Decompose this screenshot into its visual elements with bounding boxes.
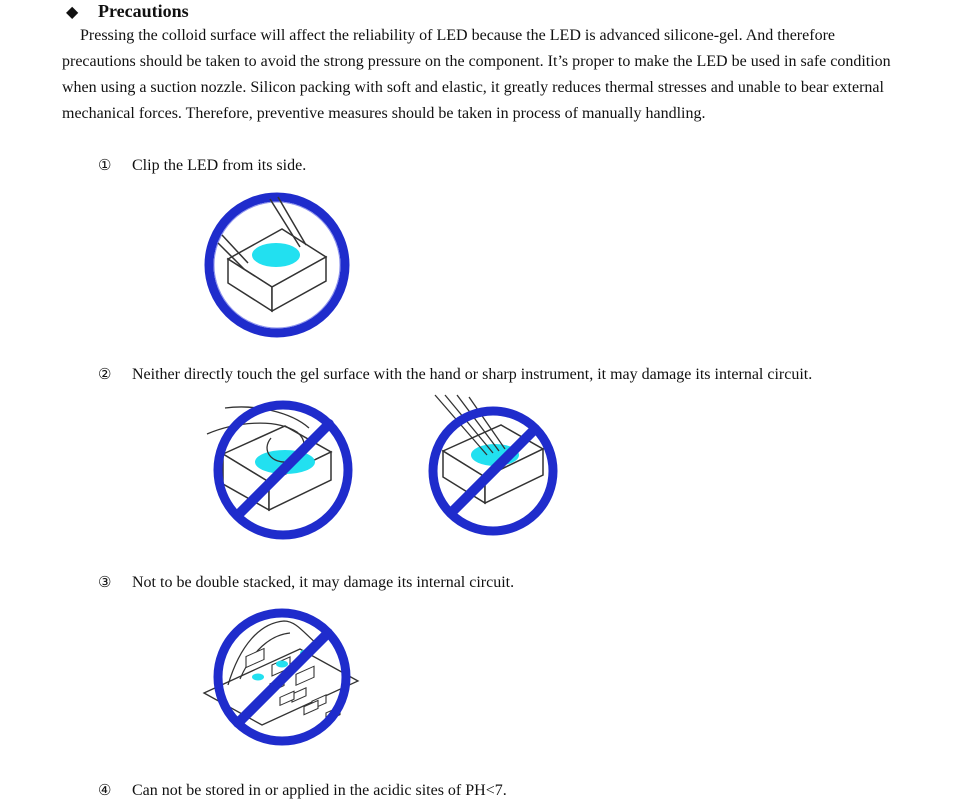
diamond-bullet-icon: ◆ xyxy=(66,4,79,21)
item-text: Not to be double stacked, it may damage its internal circuit. xyxy=(132,574,515,591)
tweezers-touch-prohibited-icon xyxy=(425,395,575,535)
precaution-item-3 xyxy=(98,572,514,594)
section-heading xyxy=(66,0,189,24)
double-stacked-prohibited-icon xyxy=(200,615,370,745)
section-title: Precautions xyxy=(98,1,189,21)
precaution-item-4 xyxy=(98,780,507,802)
intro-paragraph: Pressing the colloid surface will affect the reliability of LED because the LED is advanced silicone-gel. And therefore precautions should be taken to avoid the strong pressure on the component. It’s proper to make the LED be used in safe condition when using a suction nozzle. Silicon packing with soft and elastic, it greatly reduces thermal stresses and unable to bear external mechanical forces. Therefore, preventive measures should be taken in process of manually handling. xyxy=(62,27,891,122)
precaution-item-2 xyxy=(98,364,812,386)
precaution-item-1 xyxy=(98,155,306,177)
item-number: ① xyxy=(98,158,112,174)
item-number: ③ xyxy=(98,575,112,591)
item-number: ② xyxy=(98,367,112,383)
finger-touch-prohibited-icon xyxy=(205,400,365,540)
led-clipped-side-icon xyxy=(200,195,360,335)
item-text: Can not be stored in or applied in the acidic sites of PH<7. xyxy=(132,782,507,799)
item-text: Neither directly touch the gel surface with the hand or sharp instrument, it may damage its internal circuit. xyxy=(132,366,813,383)
item-text: Clip the LED from its side. xyxy=(132,157,307,174)
item-number: ④ xyxy=(98,783,112,799)
